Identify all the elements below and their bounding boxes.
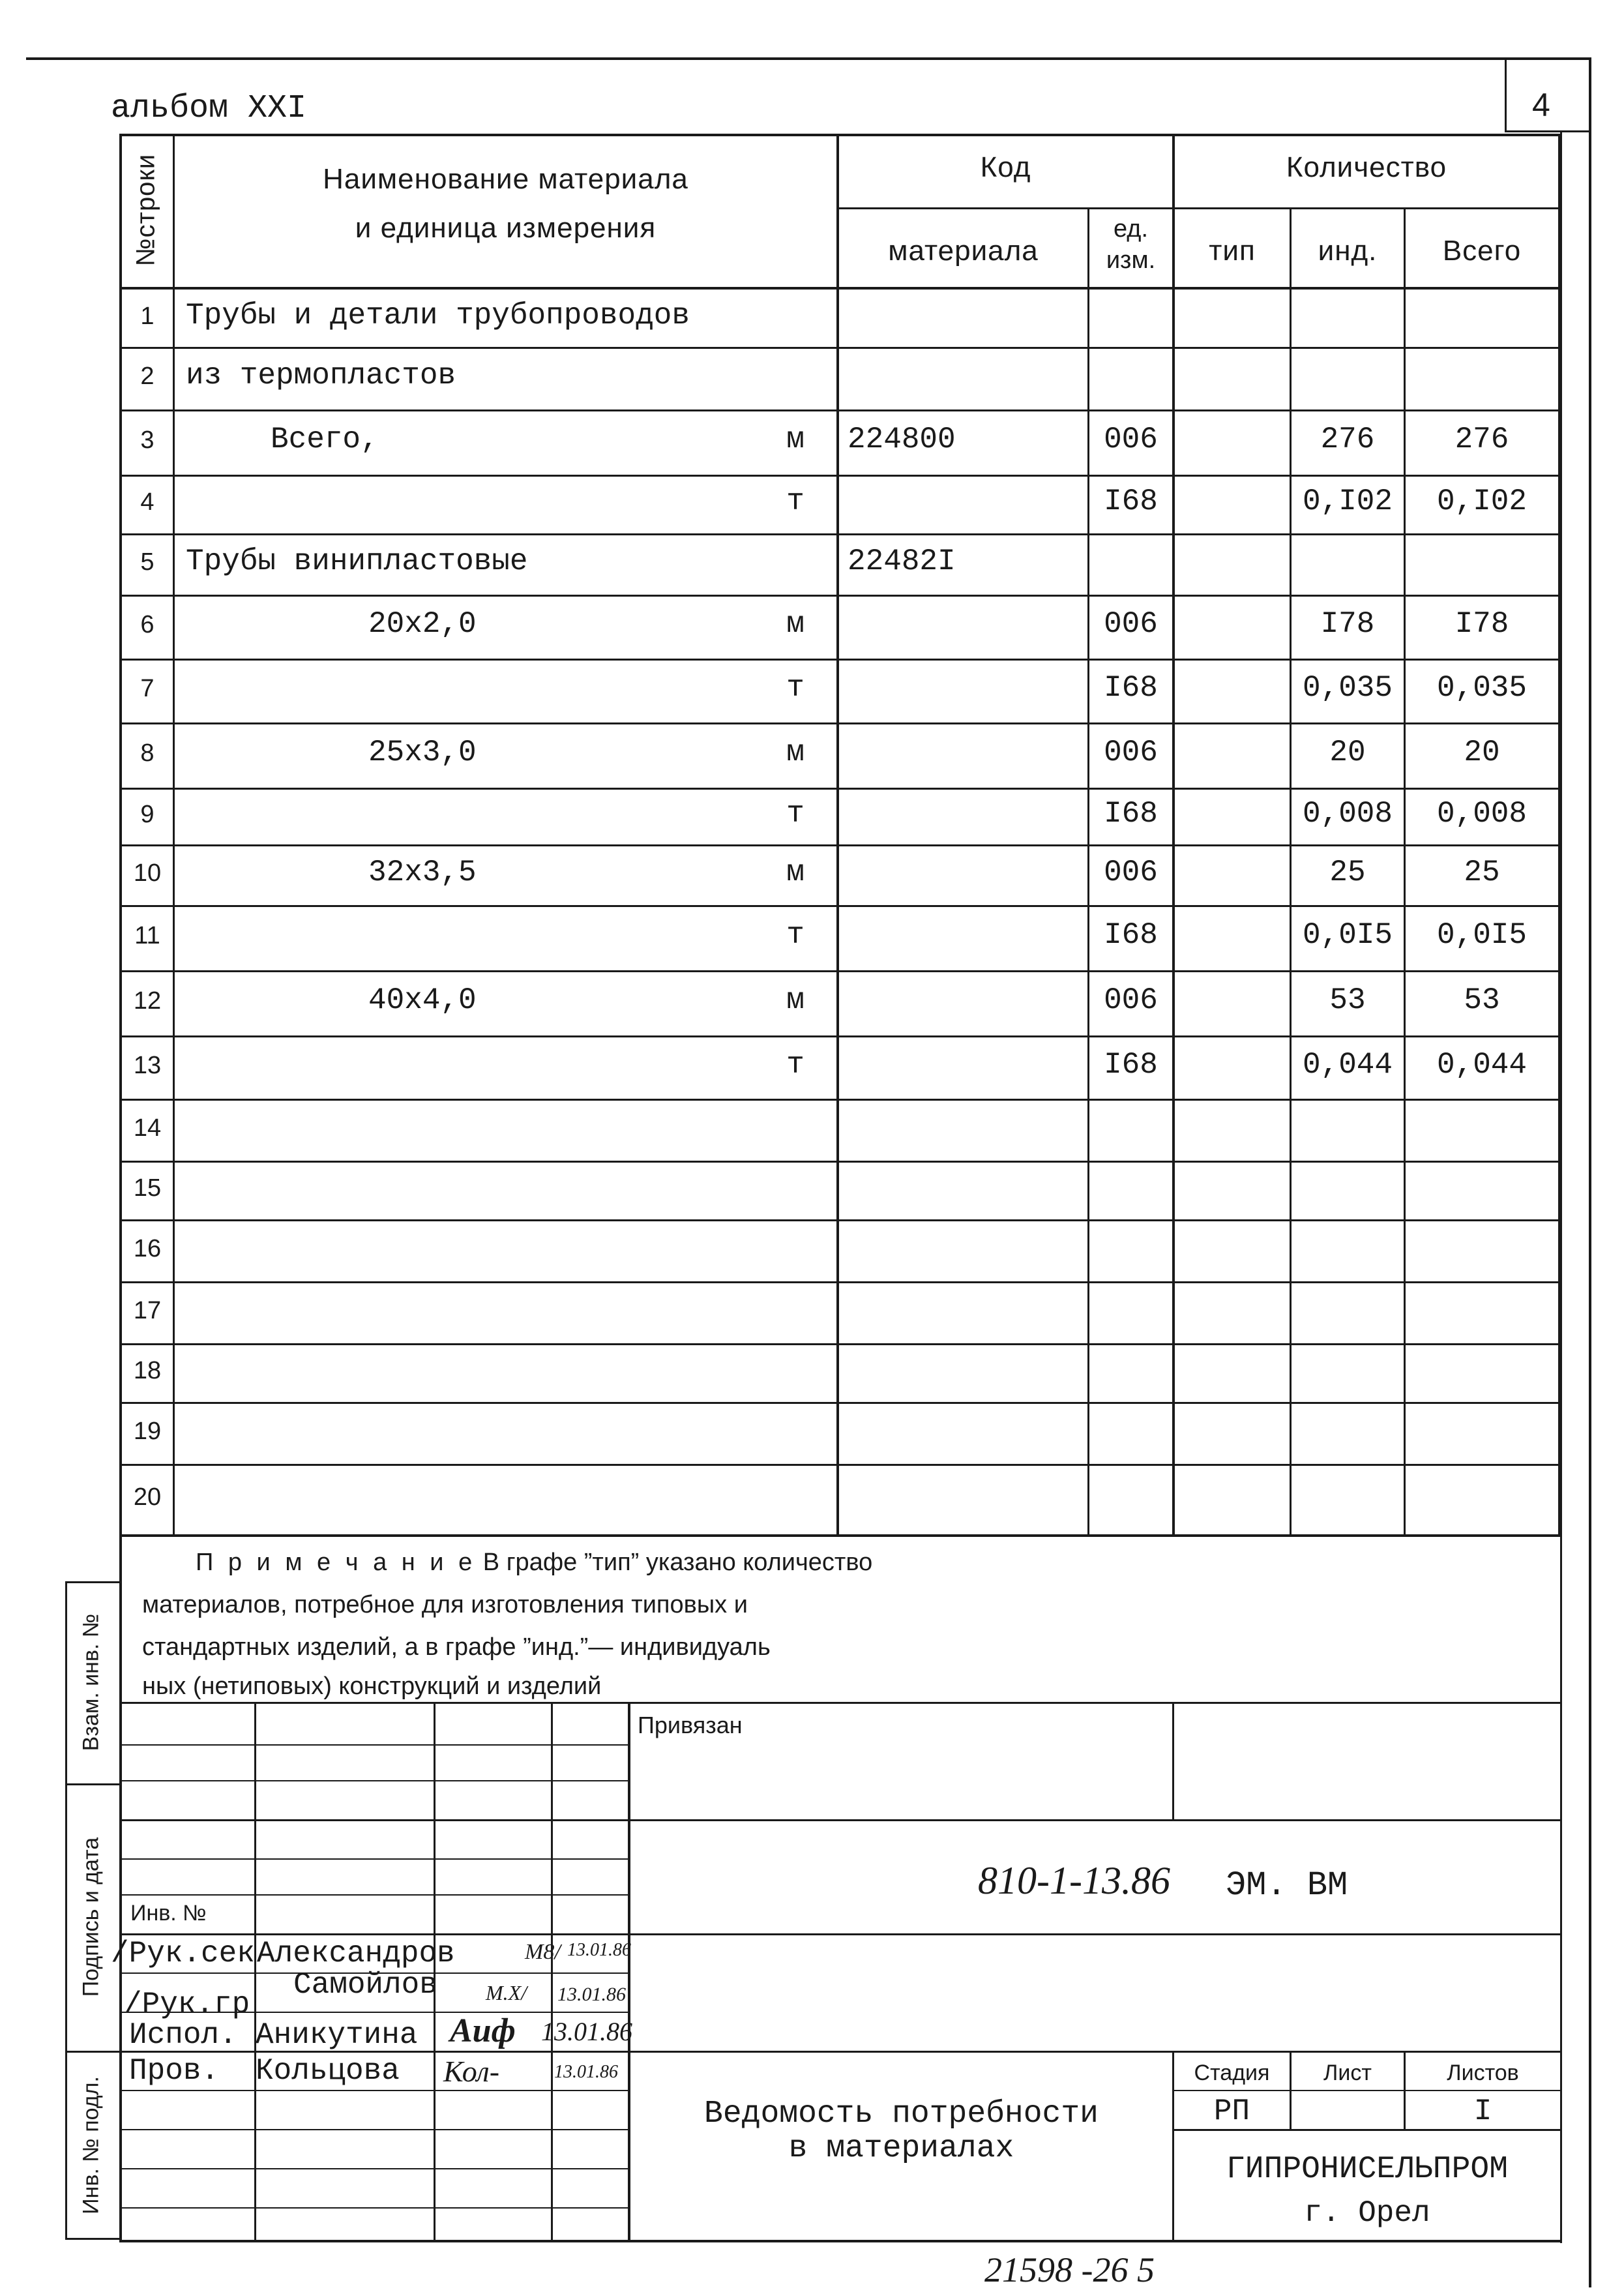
cell-eu: 006 bbox=[1104, 855, 1158, 889]
note-line4: ных (нетиповых) конструкций и изделий bbox=[142, 1673, 602, 1700]
signature-1: M8/ bbox=[525, 1940, 561, 1964]
cell-total: 0,I02 bbox=[1436, 484, 1528, 518]
cell-n: 19 bbox=[133, 1417, 162, 1445]
header-code-unit-2: изм. bbox=[1106, 246, 1156, 274]
tb-h13 bbox=[119, 2207, 628, 2209]
row-separator bbox=[119, 595, 1560, 597]
cell-unit: м bbox=[786, 983, 805, 1017]
cell-n: 10 bbox=[133, 859, 162, 887]
row-separator bbox=[119, 1219, 1560, 1221]
cell-n: 7 bbox=[140, 675, 155, 702]
row-separator bbox=[119, 905, 1560, 907]
cell-ind: 0,044 bbox=[1302, 1047, 1393, 1082]
header-top-line bbox=[119, 134, 1560, 136]
cell-ind: 20 bbox=[1329, 736, 1366, 769]
cell-code: 224800 bbox=[848, 423, 956, 456]
cell-n: 17 bbox=[133, 1296, 162, 1324]
name-1: Александров bbox=[257, 1937, 455, 1971]
note-heading: П р и м е ч а н и е bbox=[196, 1549, 477, 1576]
tb-h1 bbox=[119, 1744, 628, 1746]
cell-n: 3 bbox=[140, 426, 155, 454]
cell-ind: 0,035 bbox=[1302, 671, 1393, 705]
name-2: Самойлов bbox=[293, 1968, 437, 2002]
signature-2: M.Х/ bbox=[486, 1981, 527, 2004]
role-2: /Рук.гр bbox=[124, 1987, 250, 2021]
cell-name: 25x3,0 bbox=[368, 736, 477, 769]
cell-n: 6 bbox=[140, 611, 155, 638]
cell-n: 5 bbox=[140, 548, 155, 576]
note-line2: материалов, потребное для изготовления типовых и bbox=[142, 1591, 748, 1618]
tb-col3 bbox=[551, 1702, 553, 2240]
cell-name: 40x4,0 bbox=[368, 983, 477, 1017]
role-4: Пров. bbox=[129, 2054, 220, 2088]
cell-eu: 006 bbox=[1104, 423, 1158, 456]
city: г. Орел bbox=[1304, 2196, 1430, 2230]
cell-unit: т bbox=[786, 1047, 805, 1082]
tb-h6 bbox=[119, 1933, 1560, 1935]
note-line1-text: В графе ”тип” указано количество bbox=[476, 1549, 873, 1576]
row-separator bbox=[119, 1161, 1560, 1163]
cell-name: Всего, bbox=[271, 423, 379, 456]
tb-h4 bbox=[119, 1858, 628, 1860]
row-separator bbox=[119, 659, 1560, 661]
tb-top-line bbox=[119, 1702, 1560, 1704]
side-strip-div2 bbox=[65, 2051, 121, 2053]
cell-ind: 276 bbox=[1320, 423, 1375, 456]
doc-title-line2: в материалах bbox=[788, 2131, 1014, 2166]
cell-unit: т bbox=[786, 918, 805, 952]
row-separator bbox=[119, 409, 1560, 411]
sheets-value: I bbox=[1473, 2094, 1492, 2128]
cell-n: 14 bbox=[133, 1114, 162, 1142]
cell-total: 0,008 bbox=[1436, 796, 1528, 831]
cell-total: 276 bbox=[1454, 423, 1509, 456]
doc-mark: ЭМ. ВМ bbox=[1226, 1866, 1348, 1905]
sheetno-box-left bbox=[1505, 57, 1507, 132]
note-line1 bbox=[196, 1549, 872, 1577]
cell-unit: т bbox=[786, 484, 805, 518]
cell-n: 11 bbox=[134, 922, 160, 949]
side-label-inv-podl: Инв. № подл. bbox=[78, 2076, 104, 2214]
row-separator bbox=[119, 1099, 1560, 1101]
header-code-unit-1: ед. bbox=[1113, 215, 1149, 243]
tb-h12 bbox=[119, 2168, 628, 2169]
cell-eu: 006 bbox=[1104, 983, 1158, 1017]
footer-handwritten-number: 21598 -26 5 bbox=[984, 2250, 1155, 2289]
col-line-name bbox=[836, 134, 839, 1534]
signature-3: Аиф bbox=[450, 2012, 516, 2049]
row-separator bbox=[119, 970, 1560, 972]
cell-eu: I68 bbox=[1104, 918, 1158, 952]
cell-eu: I68 bbox=[1104, 1047, 1158, 1082]
doc-code: 810-1-13.86 bbox=[978, 1859, 1170, 1902]
row-separator bbox=[119, 1281, 1560, 1283]
col-line-unit bbox=[1172, 134, 1175, 1534]
date-4: 13.01.86 bbox=[554, 2062, 618, 2082]
row-separator bbox=[119, 475, 1560, 477]
row-separator bbox=[119, 347, 1560, 349]
frame-top-line bbox=[26, 57, 1591, 60]
cell-eu: I68 bbox=[1104, 796, 1158, 831]
role-3: Испол. bbox=[129, 2018, 237, 2052]
cell-n: 4 bbox=[140, 488, 155, 516]
tb-h2 bbox=[119, 1780, 628, 1781]
note-top-line bbox=[119, 1534, 1560, 1537]
cell-n: 1 bbox=[140, 303, 155, 330]
cell-n: 8 bbox=[140, 739, 155, 767]
tb-h11 bbox=[119, 2129, 628, 2130]
cell-n: 16 bbox=[133, 1234, 162, 1262]
cell-n: 12 bbox=[133, 987, 162, 1015]
cell-unit: м bbox=[786, 855, 805, 889]
header-name-line1: Наименование материала bbox=[323, 163, 688, 195]
header-name-line2: и единица измерения bbox=[355, 212, 657, 244]
date-3: 13.01.86 bbox=[541, 2017, 632, 2046]
cell-total: 0,035 bbox=[1436, 671, 1528, 705]
side-label-vzam: Взам. инв. № bbox=[78, 1613, 104, 1751]
header-quantity: Количество bbox=[1286, 151, 1447, 183]
row-separator bbox=[119, 722, 1560, 724]
row-separator bbox=[119, 533, 1560, 535]
cell-unit: т bbox=[786, 796, 805, 831]
cell-name: Трубы и детали трубопроводов bbox=[186, 299, 690, 333]
name-3: Аникутина bbox=[256, 2018, 418, 2052]
cell-total: 20 bbox=[1464, 736, 1500, 769]
tb-h5 bbox=[119, 1894, 628, 1896]
cell-ind: 0,008 bbox=[1302, 796, 1393, 831]
note-line3: стандартных изделий, а в графе ”инд.”— индивидуаль bbox=[142, 1633, 771, 1661]
tb-h3 bbox=[119, 1819, 1560, 1821]
side-strip-bottom bbox=[65, 2238, 121, 2240]
cell-code: 22482I bbox=[848, 544, 956, 578]
cell-unit: т bbox=[786, 671, 805, 705]
doc-title-line1: Ведомость потребности bbox=[704, 2096, 1099, 2132]
cell-eu: I68 bbox=[1104, 484, 1158, 518]
tb-left-line bbox=[119, 1537, 122, 2241]
cell-ind: 0,0I5 bbox=[1302, 918, 1393, 952]
cell-name: из термопластов bbox=[186, 359, 456, 393]
frame-right-line bbox=[1589, 57, 1591, 2287]
row-separator bbox=[119, 844, 1560, 846]
header-qty-type: тип bbox=[1209, 235, 1256, 267]
role-1: /Рук.сек bbox=[111, 1937, 255, 1971]
cell-unit: м bbox=[786, 607, 805, 641]
table-right-border bbox=[1558, 134, 1561, 1534]
cell-name: Трубы винипластовые bbox=[186, 544, 528, 578]
sheet-number: 4 bbox=[1532, 87, 1550, 123]
date-1: 13.01.86 bbox=[567, 1940, 631, 1960]
cell-eu: I68 bbox=[1104, 671, 1158, 705]
cell-total: 53 bbox=[1464, 983, 1500, 1017]
tb-bottom-line bbox=[119, 2240, 1560, 2242]
side-label-podpis: Подпись и дата bbox=[78, 1837, 104, 1997]
stage-value: РП bbox=[1213, 2094, 1250, 2128]
tb-col1 bbox=[254, 1702, 256, 2240]
side-strip-top bbox=[65, 1581, 121, 1583]
row-separator bbox=[119, 1402, 1560, 1404]
stage-h2 bbox=[1172, 2129, 1560, 2131]
date-2: 13.01.86 bbox=[557, 1984, 626, 2005]
side-strip-left bbox=[65, 1581, 67, 2240]
cell-total: I78 bbox=[1454, 607, 1509, 641]
header-mid-line bbox=[836, 207, 1560, 209]
row-separator bbox=[119, 1464, 1560, 1466]
cell-eu: 006 bbox=[1104, 607, 1158, 641]
cell-ind: 53 bbox=[1329, 983, 1366, 1017]
row-separator bbox=[119, 788, 1560, 790]
cell-total: 0,0I5 bbox=[1436, 918, 1528, 952]
header-code-material: материала bbox=[888, 235, 1039, 267]
privyazan-label: Привязан bbox=[638, 1712, 743, 1738]
cell-ind: 0,I02 bbox=[1302, 484, 1393, 518]
tb-h10 bbox=[119, 2090, 628, 2091]
privyazan-divider bbox=[1172, 1702, 1174, 1819]
header-bottom-line bbox=[119, 287, 1560, 290]
stage-h1 bbox=[1172, 2090, 1560, 2091]
row-separator bbox=[119, 1343, 1560, 1345]
sheetno-box-bottom bbox=[1505, 130, 1589, 132]
cell-n: 20 bbox=[133, 1483, 162, 1511]
header-qty-ind: инд. bbox=[1318, 235, 1378, 267]
cell-total: 0,044 bbox=[1436, 1047, 1528, 1082]
name-4: Кольцова bbox=[256, 2054, 400, 2088]
album-label: альбом XXI bbox=[111, 90, 307, 127]
side-strip-div1 bbox=[65, 1783, 121, 1785]
header-qty-total: Всего bbox=[1442, 235, 1522, 267]
sheet-label: Лист bbox=[1323, 2061, 1372, 2085]
cell-ind: 25 bbox=[1329, 855, 1366, 889]
inv-no-label: Инв. № bbox=[130, 1901, 207, 1926]
cell-name: 32x3,5 bbox=[368, 855, 477, 889]
signature-4: Кол- bbox=[443, 2055, 500, 2088]
sheets-label: Листов bbox=[1447, 2061, 1519, 2085]
cell-name: 20x2,0 bbox=[368, 607, 477, 641]
cell-n: 15 bbox=[133, 1174, 162, 1202]
col-line-rowno bbox=[173, 134, 175, 1534]
cell-unit: м bbox=[786, 736, 805, 769]
cell-eu: 006 bbox=[1104, 736, 1158, 769]
cell-n: 13 bbox=[133, 1051, 162, 1079]
row-separator bbox=[119, 1035, 1560, 1037]
cell-n: 2 bbox=[140, 363, 155, 390]
cell-n: 18 bbox=[133, 1357, 162, 1384]
stage-label: Стадия bbox=[1194, 2061, 1270, 2085]
cell-n: 9 bbox=[140, 800, 155, 828]
cell-unit: м bbox=[786, 423, 805, 456]
organization: ГИПРОНИСЕЛЬПРОМ bbox=[1226, 2152, 1509, 2187]
cell-total: 25 bbox=[1464, 855, 1500, 889]
header-code: Код bbox=[980, 151, 1031, 183]
cell-ind: I78 bbox=[1320, 607, 1375, 641]
header-row-number: №строки bbox=[131, 153, 160, 267]
